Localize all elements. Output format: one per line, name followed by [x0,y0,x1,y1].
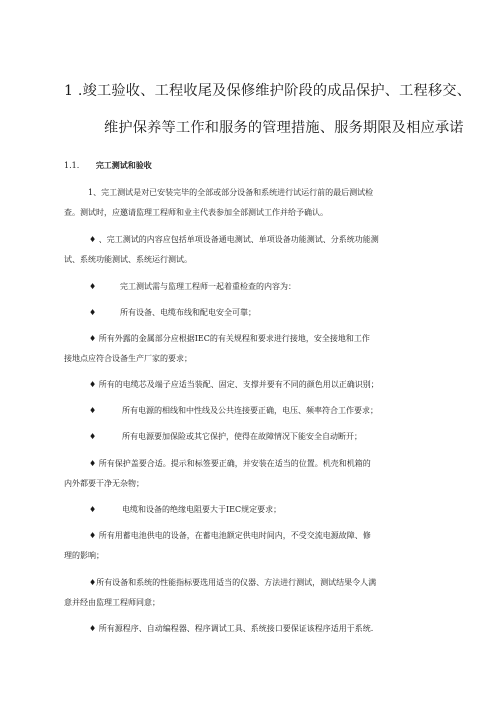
bullet-icon: ♦ [89,406,97,415]
section-heading [64,160,152,171]
body-line: ♦ 所有的电缆芯及端子应适当装配、固定、支撑并要有不同的颜色用以正确识别； [89,380,379,389]
body-line: 1、完工测试是对已安装完毕的全部或部分设备和系统进行试运行前的最后测试检 [88,188,374,197]
body-line: 查。测试时，应邀请监理工程师和业主代表参加全部测试工作并给予确认。 [64,208,328,217]
body-line: 理的影响； [64,551,104,560]
body-line: ♦ 所有用蓄电池供电的设备，在蓄电池额定供电时间内，不受交流电源故障、修 [89,531,371,540]
bullet-icon: ♦ [89,505,97,514]
body-line: 所有设备、电缆布线和配电安全可靠； [120,308,256,317]
body-line: 意并经由监理工程师同意； [64,598,160,607]
heading-line-2: 维护保养等工作和服务的管理措施、服务期限及相应承诺 [104,120,464,136]
body-line: ♦ 、完工测试的内容应包括单项设备通电测试、单项设备功能测试、分系统功能测 [89,235,379,244]
body-line: 内外都要干净无杂物； [64,479,144,488]
body-line: 所有电源的相线和中性线及公共连接要正确，电压、频率符合工作要求； [122,406,378,415]
bullet-icon: ♦ [89,282,97,291]
body-line: 所有电源要加保险或其它保护，使得在故障情况下能安全自动断开； [122,432,362,441]
body-line: ♦ 所有外露的金属部分应根据IEC的有关规程和要求进行接地，安全接地和工作 [89,334,370,343]
bullet-icon: ♦ [89,432,97,441]
body-line: 试、系统功能测试、系统运行测试。 [64,255,192,264]
heading-line-1: 1 .竣工验收、工程收尾及保修维护阶段的成品保护、工程移交、 [64,83,472,99]
body-line: ♦ 所有源程序、自动编程器、程序调试工具、系统接口要保证该程序适用于系统. [89,624,374,633]
section-label: 完工测试和验收 [95,160,152,170]
section-number: 1.1. [64,161,80,170]
body-line: 接地点应符合设备生产厂家的要求； [64,354,192,363]
body-line: ♦所有设备和系统的性能指标要选用适当的仪器、方法进行测试，测试结果令人满 [89,578,377,587]
body-line: 电缆和设备的绝缘电阻要大于IEC规定要求； [122,505,282,514]
body-line: ♦ 所有保护盖要合适。提示和标签要正确，并安装在适当的位置。机壳和机箱的 [89,459,371,468]
body-line: 完工测试需与监理工程师一起着重检查的内容为： [120,282,296,291]
bullet-icon: ♦ [89,308,97,317]
